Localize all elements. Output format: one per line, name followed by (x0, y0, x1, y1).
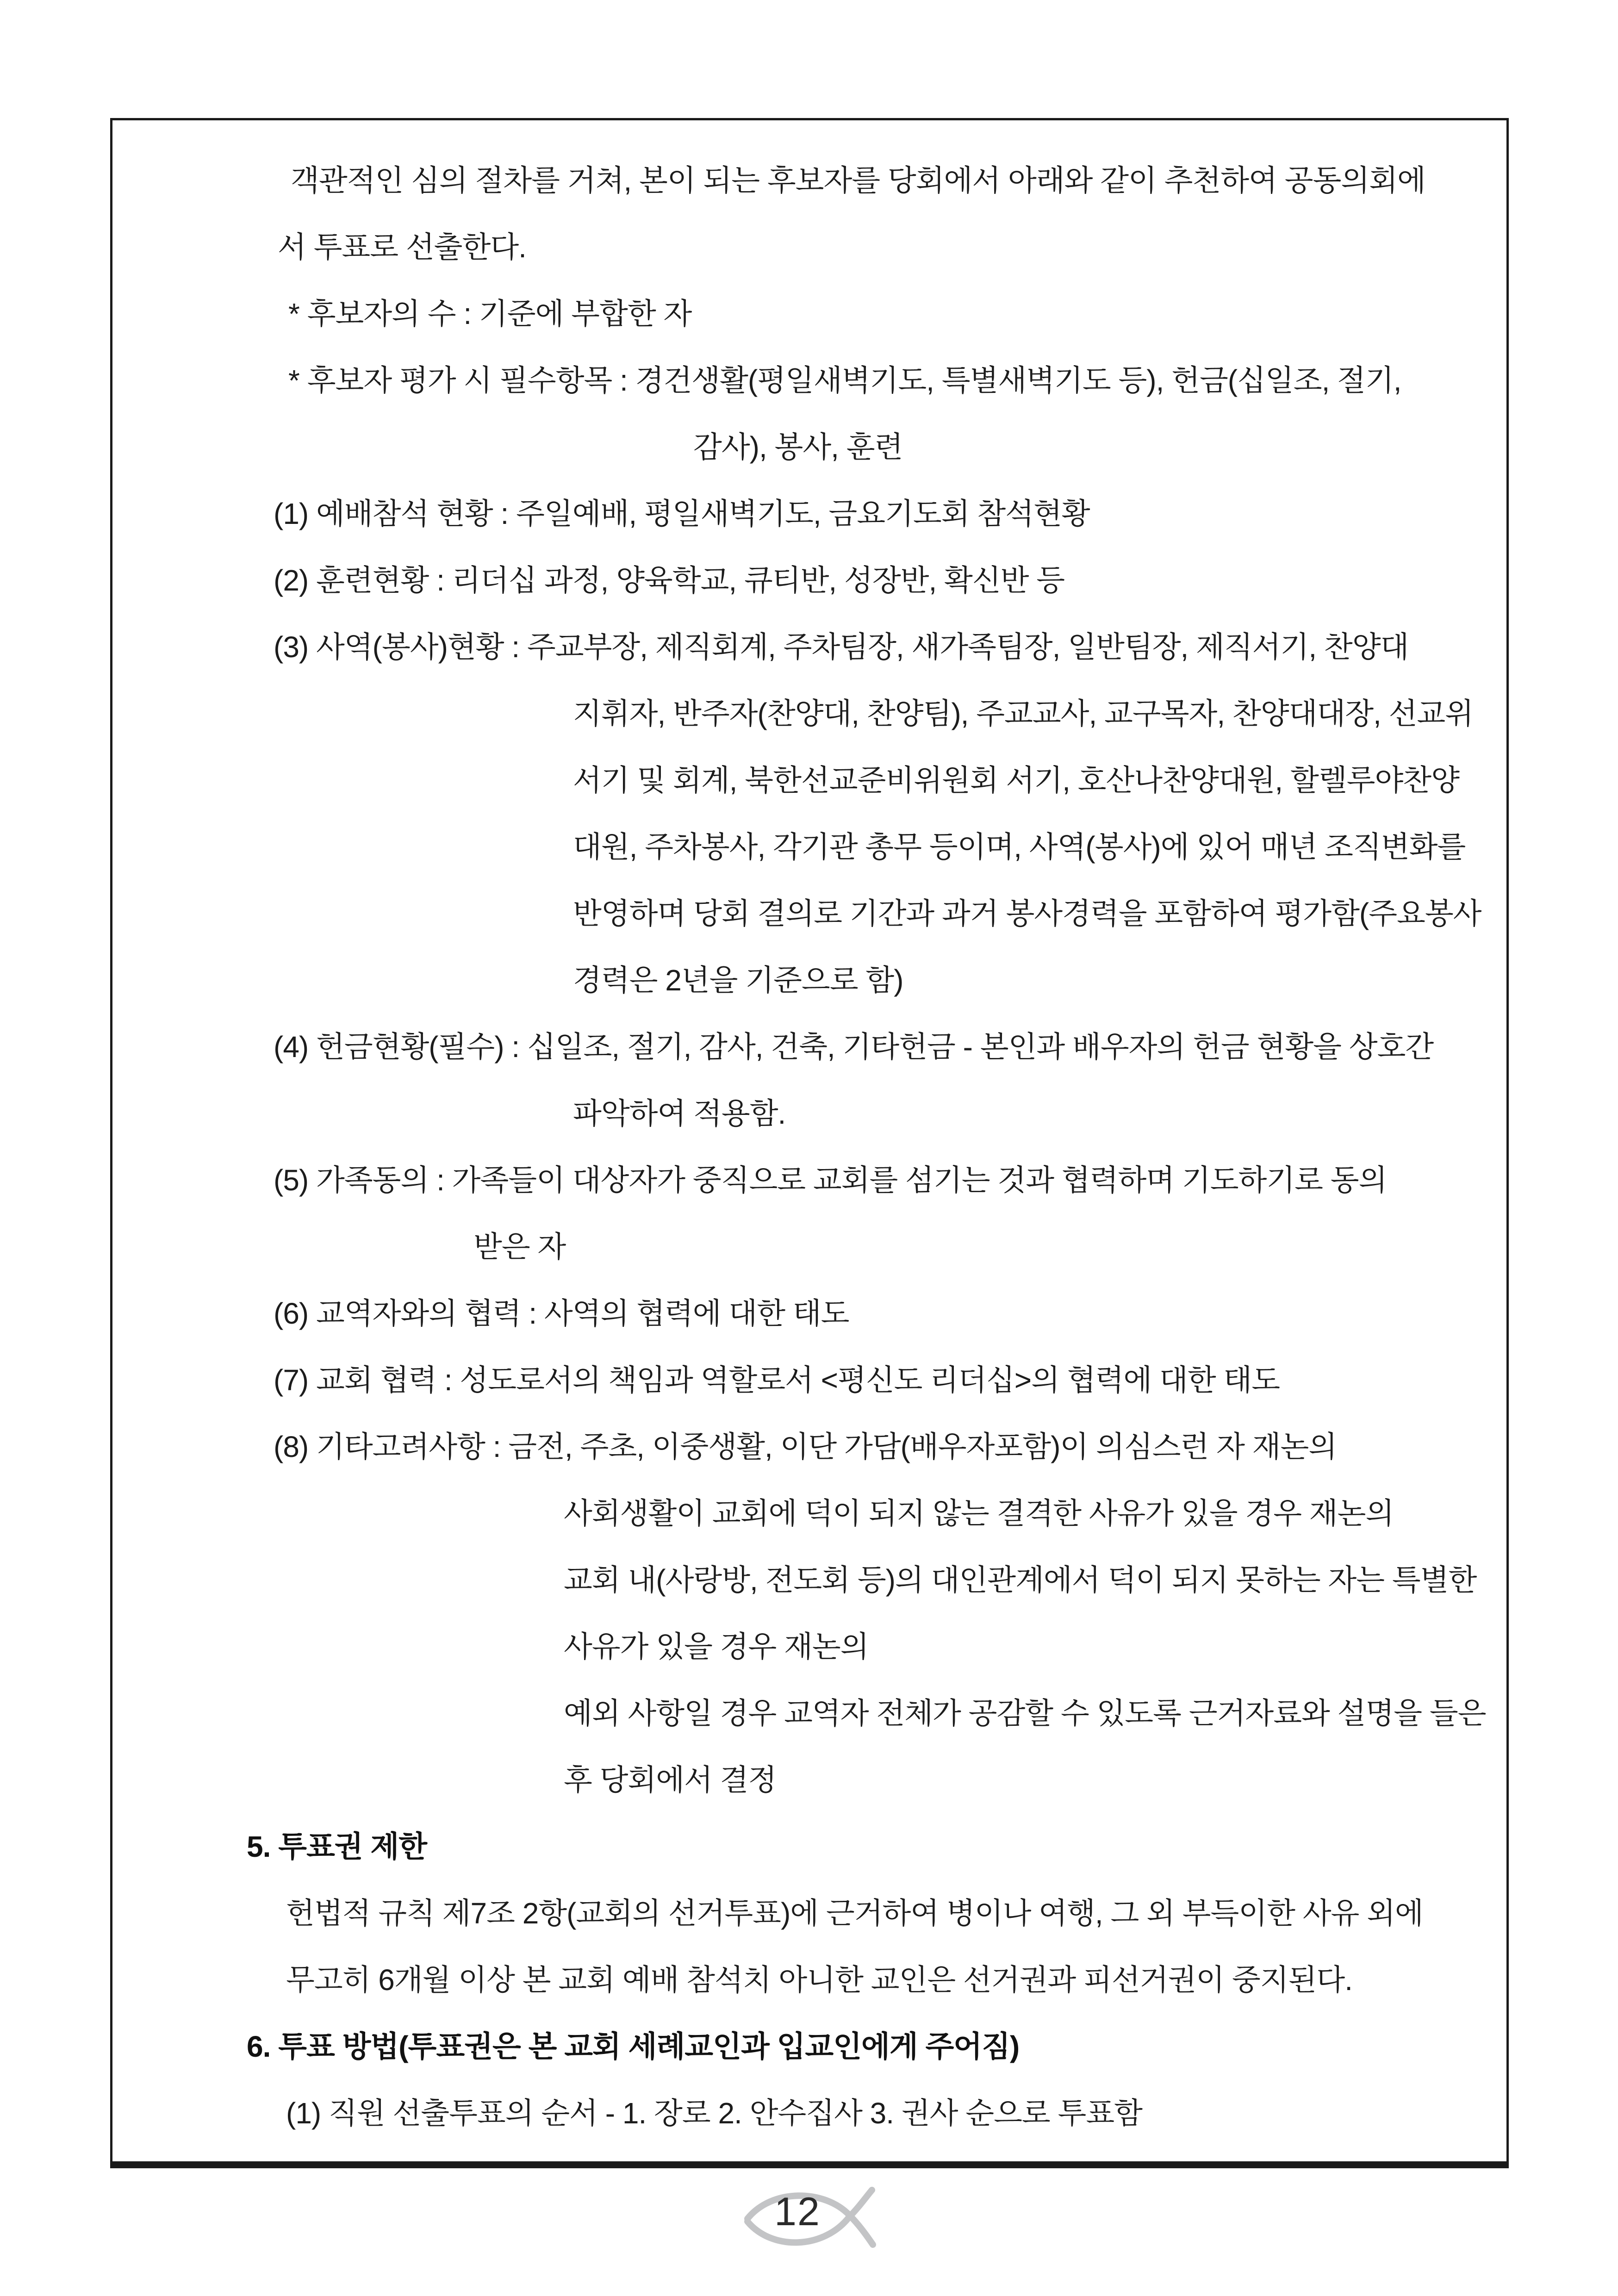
text-line: 후 당회에서 결정 (564, 1763, 777, 1797)
text-line-item-5: (5) 가족동의 : 가족들이 대상자가 중직으로 교회를 섬기는 것과 협력하며 기도하기로 동의 (274, 1164, 1387, 1197)
text-line: 반영하며 당회 결의로 기간과 과거 봉사경력을 포함하여 평가함(주요봉사 (573, 897, 1481, 930)
text-line: 서기 및 회계, 북한선교준비위원회 서기, 호산나찬양대원, 할렐루야찬양 (573, 764, 1459, 797)
text-line: 지휘자, 반주자(찬양대, 찬양팀), 주교교사, 교구목자, 찬양대대장, 선교위 (573, 697, 1474, 730)
text-line: 받은 자 (473, 1230, 566, 1263)
text-line-item-6: (6) 교역자와의 협력 : 사역의 협력에 대한 태도 (274, 1297, 849, 1330)
page-footer (0, 2181, 1618, 2255)
text-line: 사회생활이 교회에 덕이 되지 않는 결격한 사유가 있을 경우 재논의 (564, 1497, 1394, 1530)
section-heading-6: 6. 투표 방법(투표권은 본 교회 세례교인과 입교인에게 주어짐) (247, 2030, 1020, 2063)
text-line: 교회 내(사랑방, 전도회 등)의 대인관계에서 덕이 되지 못하는 자는 특별한 (564, 1563, 1477, 1597)
text-line-item-1: (1) 예배참석 현황 : 주일예배, 평일새벽기도, 금요기도회 참석현황 (274, 497, 1090, 530)
section-heading-5: 5. 투표권 제한 (247, 1830, 427, 1863)
text-line: 서 투표로 선출한다. (278, 230, 526, 264)
content-frame (110, 118, 1509, 2168)
text-line: 예외 사항일 경우 교역자 전체가 공감할 수 있도록 근거자료와 설명을 들은 (564, 1697, 1486, 1730)
text-line-item-2: (2) 훈련현황 : 리더십 과정, 양육학교, 큐티반, 성장반, 확신반 등 (274, 564, 1065, 597)
text-line: 객관적인 심의 절차를 거쳐, 본이 되는 후보자를 당회에서 아래와 같이 추천하여 공동의회에 (291, 164, 1425, 197)
text-column (112, 147, 1506, 2147)
text-line: 대원, 주차봉사, 각기관 총무 등이며, 사역(봉사)에 있어 매년 조직변화를 (573, 830, 1466, 864)
text-line: * 후보자 평가 시 필수항목 : 경건생활(평일새벽기도, 특별새벽기도 등), 헌금(십일조, 절기, (288, 364, 1401, 397)
page-number: 12 (774, 2190, 821, 2234)
text-line: 헌법적 규칙 제7조 2항(교회의 선거투표)에 근거하여 병이나 여행, 그 외 부득이한 사유 외에 (286, 1897, 1423, 1930)
text-line-item-8: (8) 기타고려사항 : 금전, 주초, 이중생활, 이단 가담(배우자포함)이 의심스런 자 재논의 (274, 1430, 1337, 1463)
text-line: 경력은 2년을 기준으로 함) (573, 964, 903, 997)
text-line: 감사), 봉사, 훈련 (693, 430, 903, 464)
fish-logo-icon (742, 2181, 876, 2255)
text-line-item-4: (4) 헌금현황(필수) : 십일조, 절기, 감사, 건축, 기타헌금 - 본인과 배우자의 헌금 현황을 상호간 (274, 1030, 1434, 1064)
text-line: 무고히 6개월 이상 본 교회 예배 참석치 아니한 교인은 선거권과 피선거권이 중지된다. (286, 1963, 1352, 1997)
text-line: 사유가 있을 경우 재논의 (564, 1630, 869, 1663)
text-line: (1) 직원 선출투표의 순서 - 1. 장로 2. 안수집사 3. 권사 순으로 투표함 (286, 2097, 1142, 2130)
text-line: * 후보자의 수 : 기준에 부합한 자 (288, 297, 692, 330)
text-line-item-7: (7) 교회 협력 : 성도로서의 책임과 역할로서 <평신도 리더십>의 협력에 대한 태도 (274, 1363, 1280, 1397)
text-line-item-3: (3) 사역(봉사)현황 : 주교부장, 제직회계, 주차팀장, 새가족팀장, 일반팀장, 제직서기, 찬양대 (274, 630, 1409, 664)
text-line: 파악하여 적용함. (573, 1097, 786, 1130)
